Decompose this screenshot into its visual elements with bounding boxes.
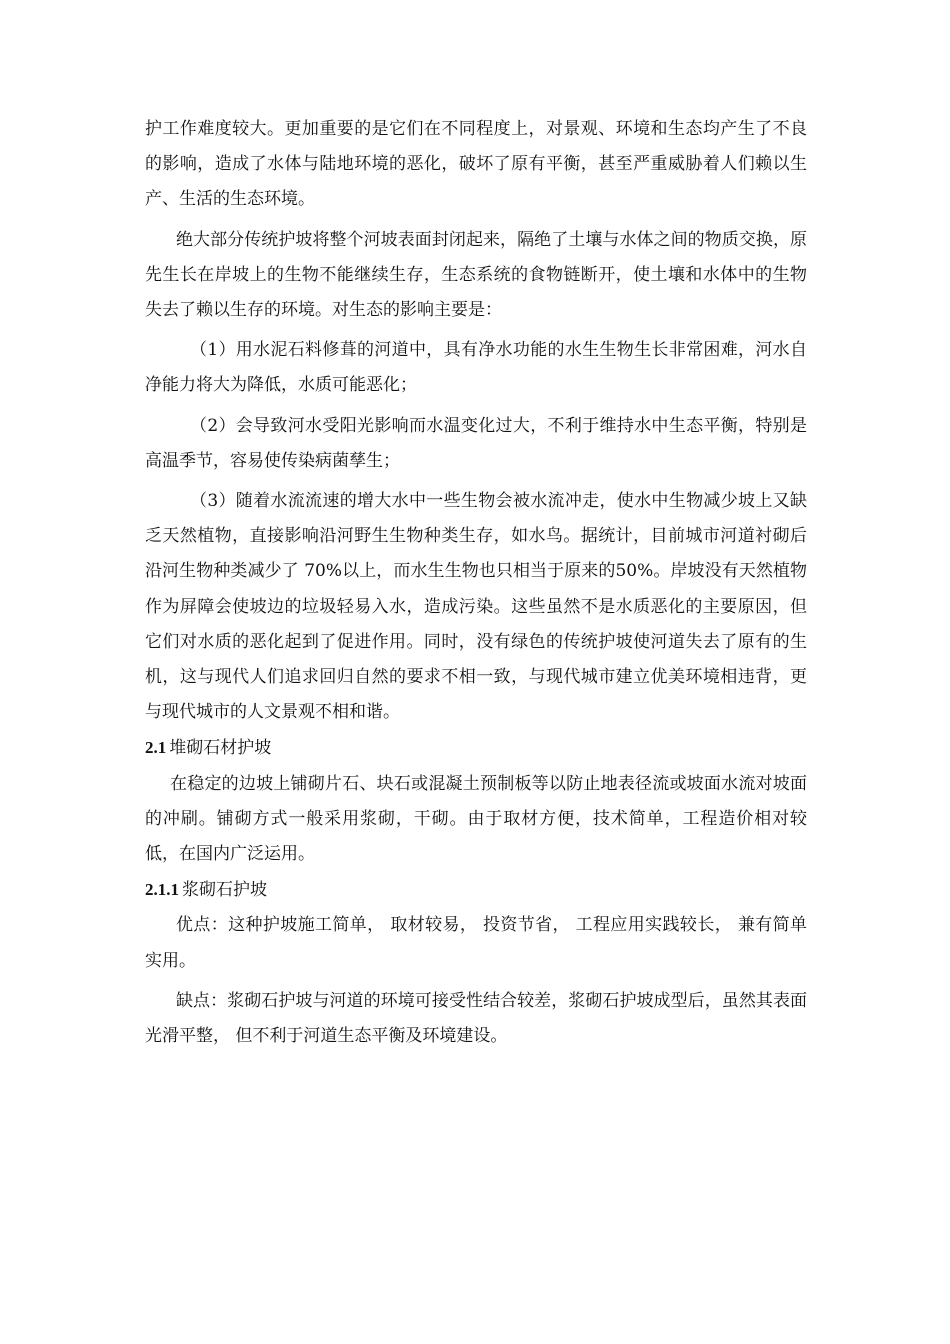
advantages-paragraph: 优点：这种护坡施工简单， 取材较易， 投资节省， 工程应用实践较长， 兼有简单实用。 <box>145 915 807 971</box>
section-2-1-body: 在稳定的边坡上铺砌片石、块石或混凝土预制板等以防止地表径流或坡面水流对坡面的冲刷。铺砌方式一般采用浆砌，干砌。由于取材方便，技术简单，工程造价相对较低，在国内广泛运用。 <box>145 773 807 865</box>
list-item-1: （1）用水泥石料修葺的河道中，具有净水功能的水生生物生长非常困难，河水自净能力将大为降低，水质可能恶化； <box>145 340 807 396</box>
list-item-2: （2）会导致河水受阳光影响而水温变化过大，不利于维持水中生态平衡，特别是高温季节，容易使传染病菌孳生； <box>145 415 807 471</box>
section-title: 浆砌石护坡 <box>182 880 267 901</box>
disadvantages-paragraph: 缺点：浆砌石护坡与河道的环境可接受性结合较差，浆砌石护坡成型后，虽然其表面光滑平整， 但不利于河道生态平衡及环境建设。 <box>145 990 807 1047</box>
section-heading-2-1-1 <box>145 872 807 908</box>
document-page <box>145 112 807 1054</box>
section-number: 2.1.1 <box>145 880 179 900</box>
paragraph-intro-continuation: 护工作难度较大。更加重要的是它们在不同程度上，对景观、环境和生态均产生了不良的影响，造成了水体与陆地环境的恶化，破坏了原有平衡，甚至严重威胁着人们赖以生产、生活的生态环境。 <box>145 119 807 210</box>
paragraph-traditional-slope: 绝大部分传统护坡将整个河坡表面封闭起来，隔绝了土壤与水体之间的物质交换，原先生长在岸坡上的生物不能继续生存，生态系统的食物链断开，使土壤和水体中的生物失去了赖以生存的环境。对生态的影响主要是： <box>145 229 807 321</box>
section-title: 堆砌石材护坡 <box>169 738 272 759</box>
section-number: 2.1 <box>145 738 167 758</box>
section-heading-2-1 <box>145 730 807 766</box>
list-item-3: （3）随着水流流速的增大水中一些生物会被水流冲走，使水中生物减少坡上又缺乏天然植物，直接影响沿河野生生物种类生存，如水鸟。据统计，目前城市河道衬砌后沿河生物种类减少了 70%以上，而水生生物也只相当于原来的50%。岸坡没有天然植物作为屏障会使坡边的垃圾轻易入水，造成污染。这些虽然不是水质恶化的主要原因，但它们对水质的恶化起到了促进作用。同时，没有绿色的传统护坡使河道失去了原有的生机，这与现代人们追求回归自然的要求不相一致，与现代城市建立优美环境相违背，更与现代城市的人文景观不相和谐。 <box>145 491 807 723</box>
